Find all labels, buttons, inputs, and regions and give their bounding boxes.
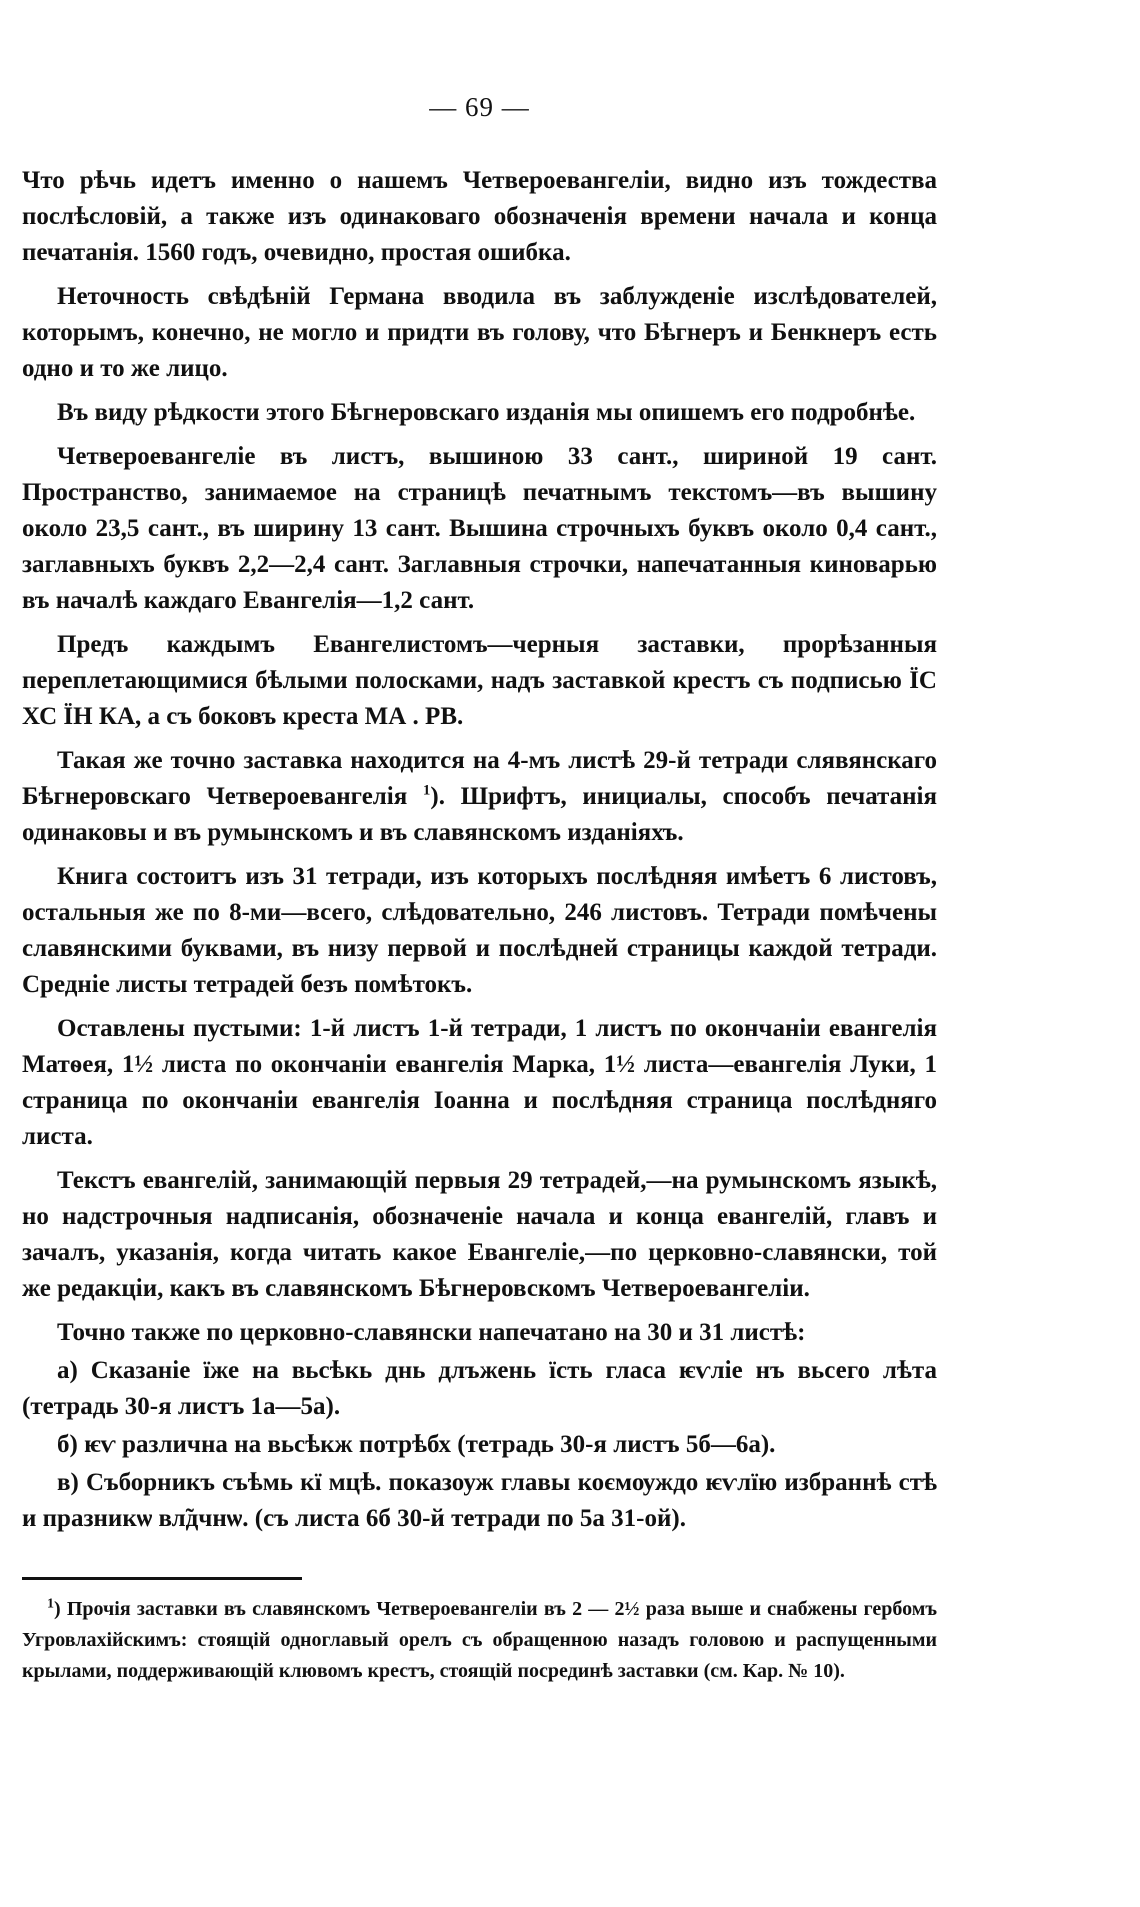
list-item-c: в) Съборникъ съѣмь кї мцѣ. показоуж главы коємѹждо ѥѵлїю избраннѣ стѣ и празникѡ вл̃дчнѡ. (съ листа 6б 30-й тетради по 5а 31-ой).	[22, 1469, 937, 1532]
paragraph-1: Что рѣчь идетъ именно о нашемъ Четвероевангеліи, видно изъ тождества послѣсловій, а также изъ одинаковаго обозначенія времени начала и конца печатанія. 1560 годъ, очевидно, простая ошибка.	[22, 167, 937, 266]
paragraph-8: Оставлены пустыми: 1-й листъ 1-й тетради, 1 листъ по окончаніи евангелія Матѳея, 1½ листа по окончаніи евангелія Марка, 1½ листа—евангелія Луки, 1 страница по окончаніи евангелія Іоанна и послѣдняя страница послѣдняго листа.	[22, 1015, 937, 1150]
footnote-1	[22, 1594, 937, 1687]
footnote-text: ) Прочія заставки въ славянскомъ Четвероевангеліи въ 2 — 2½ раза выше и снабжены гербомъ Угровлахійскимъ: стоящій одноглавый орелъ съ обращенною назадъ головою и распущенными крылами, поддерживающій клювомъ крестъ, стоящій посрединѣ заставки (см. Кар. № 10).	[22, 1598, 937, 1682]
document-page	[22, 92, 937, 1687]
footnote-reference[interactable]: 1	[422, 782, 431, 799]
paragraph-6-text-a: Такая же точно заставка находится на 4-мъ листѣ 29-й тетради слявянскаго Бѣгнеровскаго Четвероевангелія	[22, 747, 937, 810]
footnote-divider	[22, 1577, 302, 1580]
paragraph-3: Въ виду рѣдкости этого Бѣгнеровскаго изданія мы опишемъ его подробнѣе.	[57, 399, 916, 426]
paragraph-2: Неточность свѣдѣній Германа вводила въ заблужденіе изслѣдователей, которымъ, конечно, не могло и придти въ голову, что Бѣгнеръ и Бенкнеръ есть одно и то же лицо.	[22, 283, 937, 382]
paragraph-4: Четвероевангеліе въ листъ, вышиною 33 сант., шириной 19 сант. Пространство, занимаемое на страницѣ печатнымъ текстомъ—въ вышину около 23,5 сант., въ ширину 13 сант. Вышина строчныхъ буквъ около 0,4 сант., заглавныхъ буквъ 2,2—2,4 сант. Заглавныя строчки, напечатанныя киноварью въ началѣ каждаго Евангелія—1,2 сант.	[22, 443, 937, 614]
body-text	[22, 163, 937, 1537]
page-number: — 69 —	[429, 92, 530, 122]
paragraph-10: Точно также по церковно-славянски напечатано на 30 и 31 листѣ:	[57, 1319, 806, 1346]
footnote-mark: 1	[47, 1596, 54, 1612]
paragraph-9: Текстъ евангелій, занимающій первыя 29 тетрадей,—на румынскомъ языкѣ, но надстрочныя надписанія, обозначеніе начала и конца евангелій, главъ и зачалъ, указанія, когда читать какое Евангеліе,—по церковно-славянски, той же редакціи, какъ въ славянскомъ Бѣгнеровскомъ Четвероевангеліи.	[22, 1167, 937, 1302]
footnotes	[22, 1594, 937, 1687]
paragraph-6	[22, 743, 937, 851]
list-item-a: а) Сказаніе їже на вьсѣкь днь длъжень їсть гласа ѥѵліе нъ вьсего лѣта (тетрадь 30-я листъ 1а—5а).	[22, 1357, 937, 1420]
list-item-b: б) ѥѵ различна на вьсѣкж потрѣбх (тетрадь 30-я листъ 5б—6а).	[57, 1431, 776, 1458]
paragraph-7: Книга состоитъ изъ 31 тетради, изъ которыхъ послѣдняя имѣетъ 6 листовъ, остальныя же по 8-ми—всего, слѣдовательно, 246 листовъ. Тетради помѣчены славянскими буквами, въ низу первой и послѣдней страницы каждой тетради. Средніе листы тетрадей безъ помѣтокъ.	[22, 863, 937, 998]
paragraph-5: Предъ каждымъ Евангелистомъ—черныя заставки, прорѣзанныя переплетающимися бѣлыми полосками, надъ заставкой крестъ съ подписью ЇС ХС ЇН КА, а съ боковъ креста МА . РВ.	[22, 631, 937, 730]
paragraph-6-text-b: ). Шрифтъ, инициалы, способъ печатанія одинаковы и въ румынскомъ и въ славянскомъ изданіяхъ.	[22, 783, 938, 846]
